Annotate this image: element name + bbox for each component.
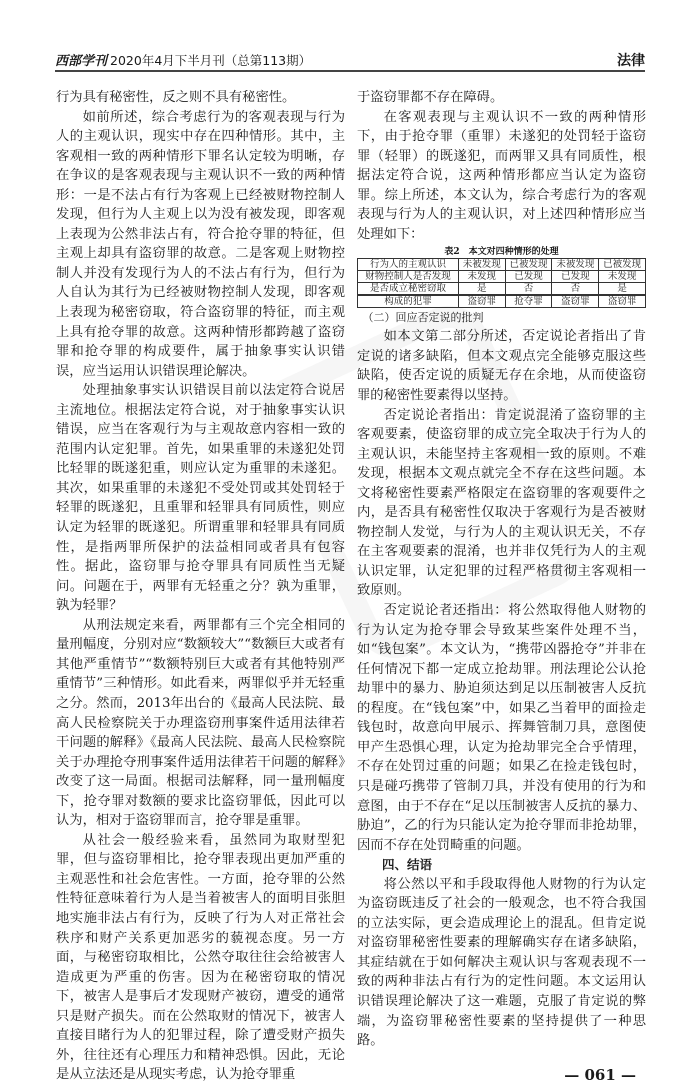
table-cell: 未发现 xyxy=(458,271,505,283)
paragraph: 在客观表现与主观认识不一致的两种情形下，由于抢夺罪（重罪）未遂犯的处罚轻于盗窃罪（轻罪）的既遂犯，而两罪又具有同质性，根据法定符合说，这两种情形都应当认定为盗窃罪。综上所述，本文认为，综合考虑行为的客观表现与行为人的主观认识，对上述四种情形应当处理如下： xyxy=(357,109,646,242)
left-column xyxy=(56,88,345,1085)
situations-table xyxy=(357,258,646,308)
paragraph: 处理抽象事实认识错误目前以法定符合说居主流地位。根据法定符合说，对于抽象事实认识错误，应当在客观行为与主观故意内容相一致的范围内认定犯罪。首先，如果重罪的未遂犯处罚比轻罪的既遂犯重，则应认定为重罪的未遂犯。其次，如果重罪的未遂犯不受处罚或其处罚轻于轻罪的既遂犯，且重罪和轻罪具有同质性，则应认定为轻罪的既遂犯。所谓重罪和轻罪具有同质性，是指两罪所保护的法益相同或者具有包容性。据此，盗窃罪与抢夺罪具有同质性当无疑问。问题在于，两罪有无轻重之分？孰为重罪，孰为轻罪？ xyxy=(56,383,345,614)
table-row xyxy=(358,295,646,308)
table-cell: 否 xyxy=(552,283,599,296)
table-cell: 否 xyxy=(505,283,552,296)
table-caption: 表2 本文对四种情形的处理 xyxy=(444,247,559,258)
paragraph: 如前所述，综合考虑行为的客观表现与行为人的主观认识，现实中存在四种情形。其中，主客观相一致的两种情形下罪名认定较为明晰，存在争议的是客观表现与主观认识不一致的两种情形：一是不法占有行为客观上已经被财物控制人发现，但行为人主观上以为没有被发现，即客观上表现为公然非法占有，符合抢夺罪的特征，但主观上却具有盗窃罪的故意。二是客观上财物控制人并没有发现行为人的不法占有行为，但行为人自认为其行为已经被财物控制人发现，即客观上表现为秘密窃取，符合盗窃罪的特征，而主观上具有抢夺罪的故意。这两种情形都跨越了盗窃罪和抢夺罪的构成要件，属于抽象事实认识错误，应当运用认识错误理论解决。 xyxy=(56,109,345,379)
table-row xyxy=(358,283,646,296)
table-cell: 已被发现 xyxy=(505,259,552,271)
table-cell: 是 xyxy=(599,283,646,296)
right-column xyxy=(357,88,646,1085)
journal-logo: 西部学刊 xyxy=(55,54,108,69)
table-row xyxy=(358,271,646,283)
row-header-cell: 是否成立秘密窃取 xyxy=(358,283,459,296)
section-heading: 四、结语 xyxy=(382,857,433,873)
table-cell: 已被发现 xyxy=(599,259,646,271)
paragraph: 从社会一般经验来看，虽然同为取财型犯罪，但与盗窃罪相比，抢夺罪表现出更加严重的主观恶性和社会危害性。一方面，抢夺罪的公然性特征意味着行为人是当着被害人的面明目张胆地实施非法占有行为，反映了行为人对正常社会秩序和财产关系更加恶劣的藐视态度。另一方面，与秘密窃取相比，公然夺取往往会给被害人造成更为严重的伤害。因为在秘密窃取的情况下，被害人是事后才发现财产被窃，遭受的通常只是财产损失。而在公然取财的情况下，被害人直接目睹行为人的犯罪过程，除了遭受财产损失外，往往还有心理压力和精神恐惧。因此，无论是从立法还是从现实考虑，认为抢夺罪重 xyxy=(56,832,345,1083)
subheading: （二）回应否定说的批判 xyxy=(362,311,484,325)
paragraph: 行为具有秘密性，反之则不具有秘密性。 xyxy=(56,90,296,105)
table-cell: 未被发现 xyxy=(552,259,599,271)
table-cell: 是 xyxy=(458,283,505,296)
section-label: 法律 xyxy=(617,53,645,69)
page-header xyxy=(55,48,645,72)
paragraph: 于盗窃罪都不存在障碍。 xyxy=(357,90,504,105)
table-cell: 盗窃罪 xyxy=(552,295,599,308)
row-header-cell: 构成的犯罪 xyxy=(358,295,459,308)
table-cell: 已发现 xyxy=(552,271,599,283)
paragraph: 从刑法规定来看，两罪都有三个完全相同的量刑幅度，分别对应“数额较大”“数额巨大或者有其他严重情节”“数额特别巨大或者有其他特别严重情节”三种情形。如此看来，两罪似乎并无轻重之分。然而，2013年出台的《最高人民法院、最高人民检察院关于办理盗窃刑事案件适用法律若干问题的解释》《最高人民法院、最高人民检察院关于办理抢夺刑事案件适用法律若干问题的解释》改变了这一局面。根据司法解释，同一量刑幅度下，抢夺罪对数额的要求比盗窃罪低，因此可以认为，相对于盗窃罪而言，抢夺罪是重罪。 xyxy=(56,617,345,829)
table-cell: 盗窃罪 xyxy=(458,295,505,308)
table-cell: 未发现 xyxy=(599,271,646,283)
table-cell: 未被发现 xyxy=(458,259,505,271)
paragraph: 否定说论者指出：肯定说混淆了盗窃罪的主客观要素，使盗窃罪的成立完全取决于行为人的主观认识，未能坚持主客观相一致的原则。不难发现，根据本文观点就完全不存在这些问题。本文将秘密性要素严格限定在盗窃罪的客观要件之内，是否具有秘密性仅取决于客观行为是否被财物控制人发觉，与行为人的主观认识无关，不存在主客观要素的混淆，也并非仅凭行为人的主观认识定罪，认定犯罪的过程严格贯彻主客观相一致原则。 xyxy=(357,407,646,599)
issue-info: 2020年4月下半月刊（总第113期） xyxy=(110,53,312,68)
table-cell: 已发现 xyxy=(505,271,552,283)
table-row xyxy=(358,259,646,271)
table-cell: 抢夺罪 xyxy=(505,295,552,308)
paragraph: 否定说论者还指出：将公然取得他人财物的行为认定为抢夺罪会导致某些案件处理不当，如“钱包案”。本文认为，“携带凶器抢夺”并非在任何情况下都一定成立抢劫罪。刑法理论公认抢劫罪中的暴力、胁迫须达到足以压制被害人反抗的程度。在“钱包案”中，如果乙当着甲的面捡走钱包时，故意向甲展示、挥舞管制刀具，意图使甲产生恐惧心理，认定为抢劫罪完全合乎情理，不存在处罚过重的问题；如果乙在捡走钱包时，只是碰巧携带了管制刀具，并没有使用的行为和意图，由于不存在“足以压制被害人反抗的暴力、胁迫”，乙的行为只能认定为抢夺罪而非抢劫罪，因而不存在处罚畸重的问题。 xyxy=(357,603,646,853)
paragraph: 将公然以平和手段取得他人财物的行为认定为盗窃既违反了社会的一般观念，也不符合我国的立法实际，更会造成理论上的混乱。但肯定说对盗窃罪秘密性要素的理解确实存在诸多缺陷，其症结就在于如何解决主观认识与客观表现不一致的两种非法占有行为的定性问题。本文运用认识错误理论解决了这一难题，克服了肯定说的弊端，为盗窃罪秘密性要素的坚持提供了一种思路。 xyxy=(357,876,646,1049)
row-header-cell: 行为人的主观认识 xyxy=(358,259,459,271)
table-cell: 盗窃罪 xyxy=(599,295,646,308)
page-number: — 061 — xyxy=(564,1065,636,1084)
paragraph: 如本文第二部分所述，否定说论者指出了肯定说的诸多缺陷，但本文观点完全能够克服这些缺陷，使否定说的质疑无存在余地，从而使盗窃罪的秘密性要素得以坚持。 xyxy=(357,329,646,404)
row-header-cell: 财物控制人是否发现 xyxy=(358,271,459,283)
